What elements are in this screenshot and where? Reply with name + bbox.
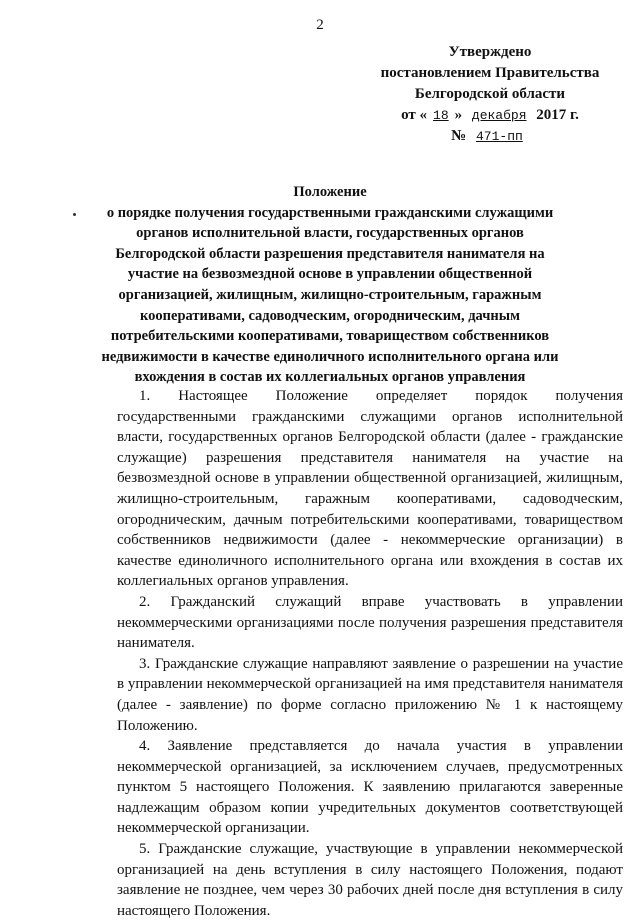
approval-line-resolution: постановлением Правительства (380, 65, 600, 81)
approval-number-line (365, 126, 615, 147)
paragraph-5: 5. Гражданские служащие, участвующие в управлении некоммерческой организацией на день вступления в силу настоящего Положения, подают заявление не позднее, чем через 30 рабочих дней после дня вступления в силу настоящего Положения. (117, 841, 623, 919)
approval-number-prefix: № (451, 128, 467, 144)
approval-date-year: 2017 г. (536, 107, 579, 123)
paragraph-1: 1. Настоящее Положение определяет порядок получения государственными гражданскими служащими органов исполнительной власти, государственных органов Белгородской области (далее - гражданские служащие) разрешения представителя нанимателя на участие на безвозмездной основе в управлении общественной организацией, жилищным, жилищно-строительным, гаражным кооперативами, садоводческим, огородническим, дачным потребительскими кооперативами, товариществом собственников недвижимости (далее - некоммерческие организации) в качестве единоличного исполнительного органа или вхождения в состав их коллегиальных органов управления. (117, 388, 623, 590)
approval-line-approved: Утверждено (448, 44, 532, 60)
title-heading: Положение (293, 184, 367, 200)
document-body (117, 386, 623, 921)
page-number: 2 (316, 17, 324, 33)
approval-date-prefix: от « (401, 107, 428, 123)
approval-line-region: Белгородской области (414, 86, 566, 102)
approval-date-day: 18 (433, 108, 449, 123)
paragraph-2: 2. Гражданский служащий вправе участвовать в управлении некоммерческими организациями после получения разрешения представителя нанимателя. (117, 593, 623, 652)
approval-date-line (365, 105, 615, 126)
approval-date-month: декабря (471, 108, 527, 123)
paragraph-4: 4. Заявление представляется до начала участия в управлении некоммерческой организацией, за исключением случаев, предусмотренных пунктом 5 настоящего Положения. К заявлению прилагаются заверенные надлежащим образом копии учредительных документов соответствующей некоммерческой организации. (117, 738, 623, 837)
document-title (95, 182, 565, 388)
paragraph-3: 3. Гражданские служащие направляют заявление о разрешении на участие в управлении некоммерческой организацией на имя представителя нанимателя (далее - заявление) по форме согласно приложению № 1 к настоящему Положению. (117, 655, 623, 734)
approval-date-mid: » (454, 107, 463, 123)
title-subtitle: о порядке получения государственными гражданскими служащими органов исполнительной власти, государственных органов Белгородской области разрешения представителя нанимателя на участие на безвозмездной основе в управлении общественной организацией, жилищным, жилищно-строительным, гаражным кооперативами, садоводческим, огородническим, дачным потребительскими кооперативами, товариществом собственников недвижимости в качестве единоличного исполнительного органа или вхождения в состав их коллегиальных органов управления (101, 204, 559, 386)
approval-block (365, 42, 615, 147)
approval-number-value: 471-пп (476, 129, 523, 144)
scan-dot-mark (73, 213, 76, 216)
